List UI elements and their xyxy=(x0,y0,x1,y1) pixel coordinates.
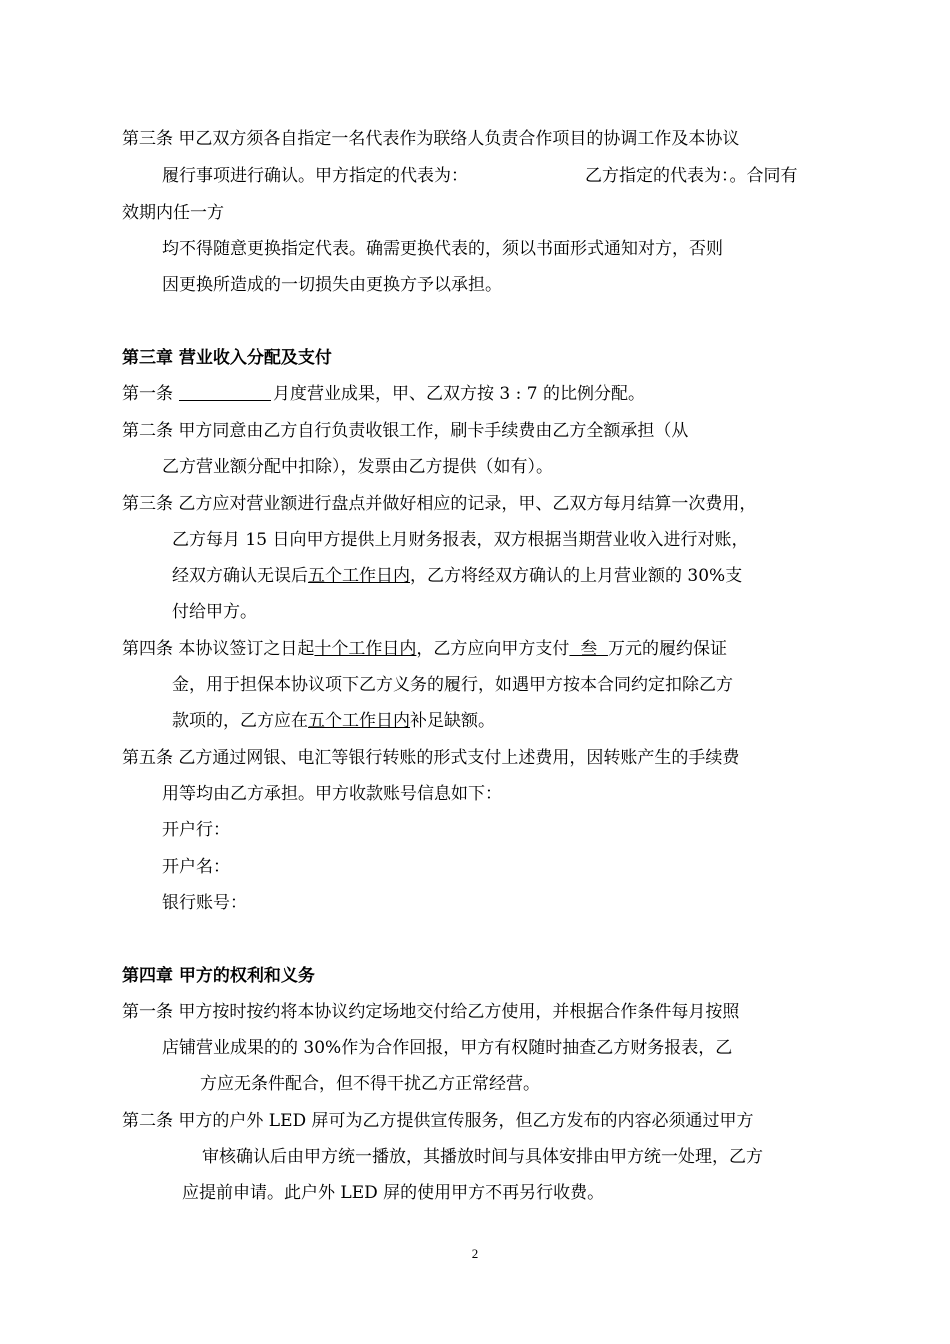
art3-line2 xyxy=(162,165,468,187)
ch4-art2-line2: 审核确认后由甲方统一播放，其播放时间与具体安排由甲方统一处理，乙方 xyxy=(202,1147,763,1167)
page-number: 2 xyxy=(471,1246,479,1261)
ch3-art4-line1-a: 第四条 本协议签订之日起 xyxy=(122,639,315,659)
ch3-art1-label: 第一条 xyxy=(122,384,173,404)
ch3-art5-line1: 第五条 乙方通过网银、电汇等银行转账的形式支付上述费用，因转账产生的手续费 xyxy=(122,748,740,768)
ch3-art4-line1 xyxy=(122,638,727,660)
ch3-art3-line1: 第三条 乙方应对营业额进行盘点并做好相应的记录，甲、乙双方每月结算一次费用， xyxy=(122,494,757,514)
ch3-art2-line2: 乙方营业额分配中扣除），发票由乙方提供（如有）。 xyxy=(162,457,553,477)
ch3-art1 xyxy=(122,383,645,405)
account-number-label: 银行账号： xyxy=(162,893,247,913)
ch4-art1-line3: 方应无条件配合，但不得干扰乙方正常经营。 xyxy=(200,1074,540,1094)
ch4-art1-line1: 第一条 甲方按时按约将本协议约定场地交付给乙方使用，并根据合作条件每月按照 xyxy=(122,1002,740,1022)
ch3-art4-line3-b: 补足缺额。 xyxy=(410,711,495,731)
art3-line2-part2: 乙方指定的代表为：。合同有 xyxy=(585,166,798,186)
ch3-art4-line3-a: 款项的，乙方应在 xyxy=(172,711,308,731)
ch3-art3-line3-a: 经双方确认无误后 xyxy=(172,566,308,586)
ch3-art4-line1-c: 万元的履约保证 xyxy=(608,639,728,659)
ch4-art2-line1: 第二条 甲方的户外 LED 屏可为乙方提供宣传服务，但乙方发布的内容必须通过甲方 xyxy=(122,1111,754,1131)
ch3-art2-line1: 第二条 甲方同意由乙方自行负责收银工作，刷卡手续费由乙方全额承担（从 xyxy=(122,421,689,441)
chapter4-title: 第四章 甲方的权利和义务 xyxy=(122,966,315,986)
ch3-art3-line3-underlined: 五个工作日内 xyxy=(308,566,410,586)
ch3-art4-line1-underlined: 十个工作日内 xyxy=(314,639,417,659)
bank-name-label: 开户行： xyxy=(162,820,230,840)
ch3-art1-text: 月度营业成果，甲、乙双方按 3 : 7 的比例分配。 xyxy=(273,384,645,404)
art3-line1: 第三条 甲乙双方须各自指定一名代表作为联络人负责合作项目的协调工作及本协议 xyxy=(122,129,740,149)
ch3-art3-line2: 乙方每月 15 日向甲方提供上月财务报表，双方根据当期营业收入进行对账， xyxy=(172,530,749,550)
ch4-art2-line3: 应提前申请。此户外 LED 屏的使用甲方不再另行收费。 xyxy=(182,1183,605,1203)
ch3-art4-amount: 叁 xyxy=(569,639,609,659)
ch3-art4-line1-b: ，乙方应向甲方支付 xyxy=(416,639,570,659)
ch3-art4-line3 xyxy=(172,710,495,732)
art3-line4: 均不得随意更换指定代表。确需更换代表的，须以书面形式通知对方，否则 xyxy=(162,239,723,259)
ch3-art3-line3-b: ，乙方将经双方确认的上月营业额的 30%支 xyxy=(410,566,743,586)
ch3-art5-line2: 用等均由乙方承担。甲方收款账号信息如下： xyxy=(162,784,502,804)
art3-line5: 因更换所造成的一切损失由更换方予以承担。 xyxy=(162,275,502,295)
ch3-art1-blank xyxy=(179,384,271,401)
ch3-art4-line2: 金，用于担保本协议项下乙方义务的履行，如遇甲方按本合同约定扣除乙方 xyxy=(172,675,733,695)
ch4-art1-line2: 店铺营业成果的的 30%作为合作回报，甲方有权随时抽查乙方财务报表，乙 xyxy=(162,1038,733,1058)
ch3-art3-line3 xyxy=(172,565,742,587)
art3-line2-part1: 履行事项进行确认。甲方指定的代表为： xyxy=(162,166,468,186)
account-name-label: 开户名： xyxy=(162,857,230,877)
ch3-art3-line4: 付给甲方。 xyxy=(172,602,257,622)
chapter3-title: 第三章 营业收入分配及支付 xyxy=(122,348,332,368)
art3-line3: 效期内任一方 xyxy=(122,203,224,223)
ch3-art4-line3-underlined: 五个工作日内 xyxy=(308,711,410,731)
